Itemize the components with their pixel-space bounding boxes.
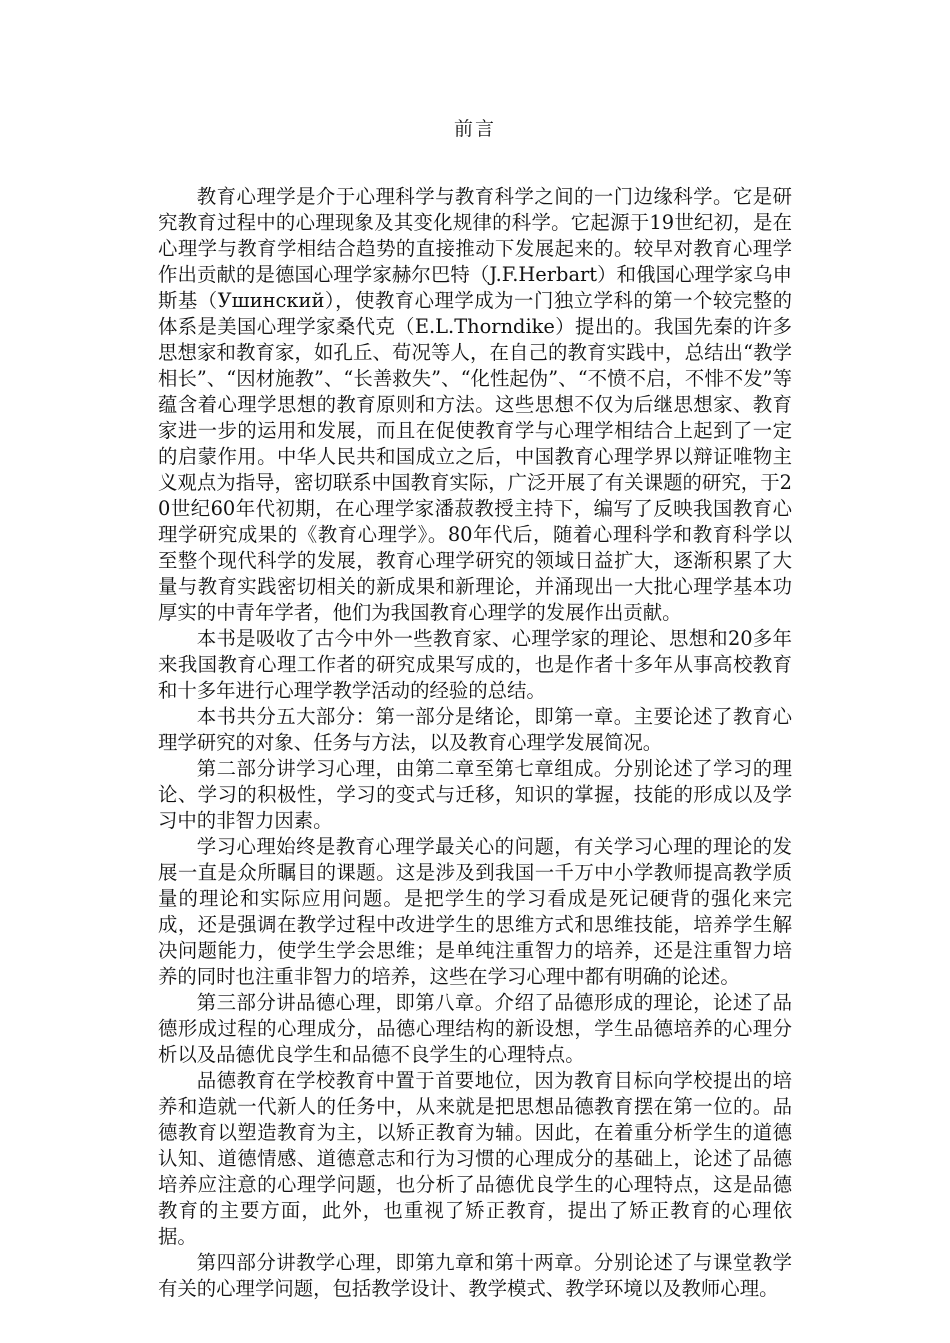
paragraph-learning-psychology: 学习心理始终是教育心理学最关心的问题，有关学习心理的理论的发展一直是众所瞩目的课题。这是涉及到我国一千万中小学教师提高教学质量的理论和实际应用问题。是把学生的学习看成是死记硬背的强化来完成，还是强调在教学过程中改进学生的思维方式和思维技能，培养学生解决问题能力，使学生学会思维；是单纯注重智力的培养，还是注重智力培养的同时也注重非智力的培养，这些在学习心理中都有明确的论述。	[158, 835, 792, 988]
paragraph-book-sources: 本书是吸收了古今中外一些教育家、心理学家的理论、思想和20多年来我国教育心理工作者的研究成果写成的，也是作者十多年从事高校教育和十多年进行心理学教学活动的经验的总结。	[158, 627, 792, 702]
document-body	[158, 184, 792, 1302]
paragraph-moral-education: 品德教育在学校教育中置于首要地位，因为教育目标向学校提出的培养和造就一代新人的任务中，从来就是把思想品德教育摆在第一位的。品德教育以塑造教育为主，以矫正教育为辅。因此，在着重分析学生的道德认知、道德情感、道德意志和行为习惯的心理成分的基础上，论述了品德培养应注意的心理学问题，也分析了品德优良学生的心理特点，这是品德教育的主要方面，此外，也重视了矫正教育，提出了矫正教育的心理依据。	[158, 1069, 792, 1248]
paragraph-part-one: 本书共分五大部分：第一部分是绪论，即第一章。主要论述了教育心理学研究的对象、任务与方法，以及教育心理学发展简况。	[158, 705, 792, 754]
document-page	[158, 0, 792, 1302]
paragraph-part-three: 第三部分讲品德心理，即第八章。介绍了品德形成的理论，论述了品德形成过程的心理成分，品德心理结构的新设想，学生品德培养的心理分析以及品德优良学生和品德不良学生的心理特点。	[158, 991, 792, 1066]
paragraph-part-four: 第四部分讲教学心理，即第九章和第十两章。分别论述了与课堂教学有关的心理学问题，包括教学设计、教学模式、教学环境以及教师心理。	[158, 1251, 792, 1300]
page-title: 前言	[453, 118, 496, 140]
paragraph-intro: 教育心理学是介于心理科学与教育科学之间的一门边缘科学。它是研究教育过程中的心理现象及其变化规律的科学。它起源于19世纪初，是在心理学与教育学相结合趋势的直接推动下发展起来的。较早对教育心理学作出贡献的是德国心理学家赫尔巴特（J.F.Herbart）和俄国心理学家乌申斯基（Ушинский），使教育心理学成为一门独立学科的第一个较完整的体系是美国心理学家桑代克（E.L.Thorndike）提出的。我国先秦的许多思想家和教育家，如孔丘、荀况等人，在自己的教育实践中，总结出“教学相长”、“因材施教”、“长善救失”、“化性起伪”、“不愤不启，不悱不发”等蕴含着心理学思想的教育原则和方法。这些思想不仅为后继思想家、教育家进一步的运用和发展，而且在促使教育学与心理学相结合上起到了一定的启蒙作用。中华人民共和国成立之后，中国教育心理学界以辩证唯物主义观点为指导，密切联系中国教育实际，广泛开展了有关课题的研究，于20世纪60年代初期，在心理学家潘菽教授主持下，编写了反映我国教育心理学研究成果的《教育心理学》。80年代后，随着心理科学和教育科学以至整个现代科学的发展，教育心理学研究的领域日益扩大，逐渐积累了大量与教育实践密切相关的新成果和新理论，并涌现出一大批心理学基本功厚实的中青年学者，他们为我国教育心理学的发展作出贡献。	[158, 185, 792, 624]
paragraph-part-two: 第二部分讲学习心理，由第二章至第七章组成。分别论述了学习的理论、学习的积极性，学习的变式与迁移，知识的掌握，技能的形成以及学习中的非智力因素。	[158, 757, 792, 832]
